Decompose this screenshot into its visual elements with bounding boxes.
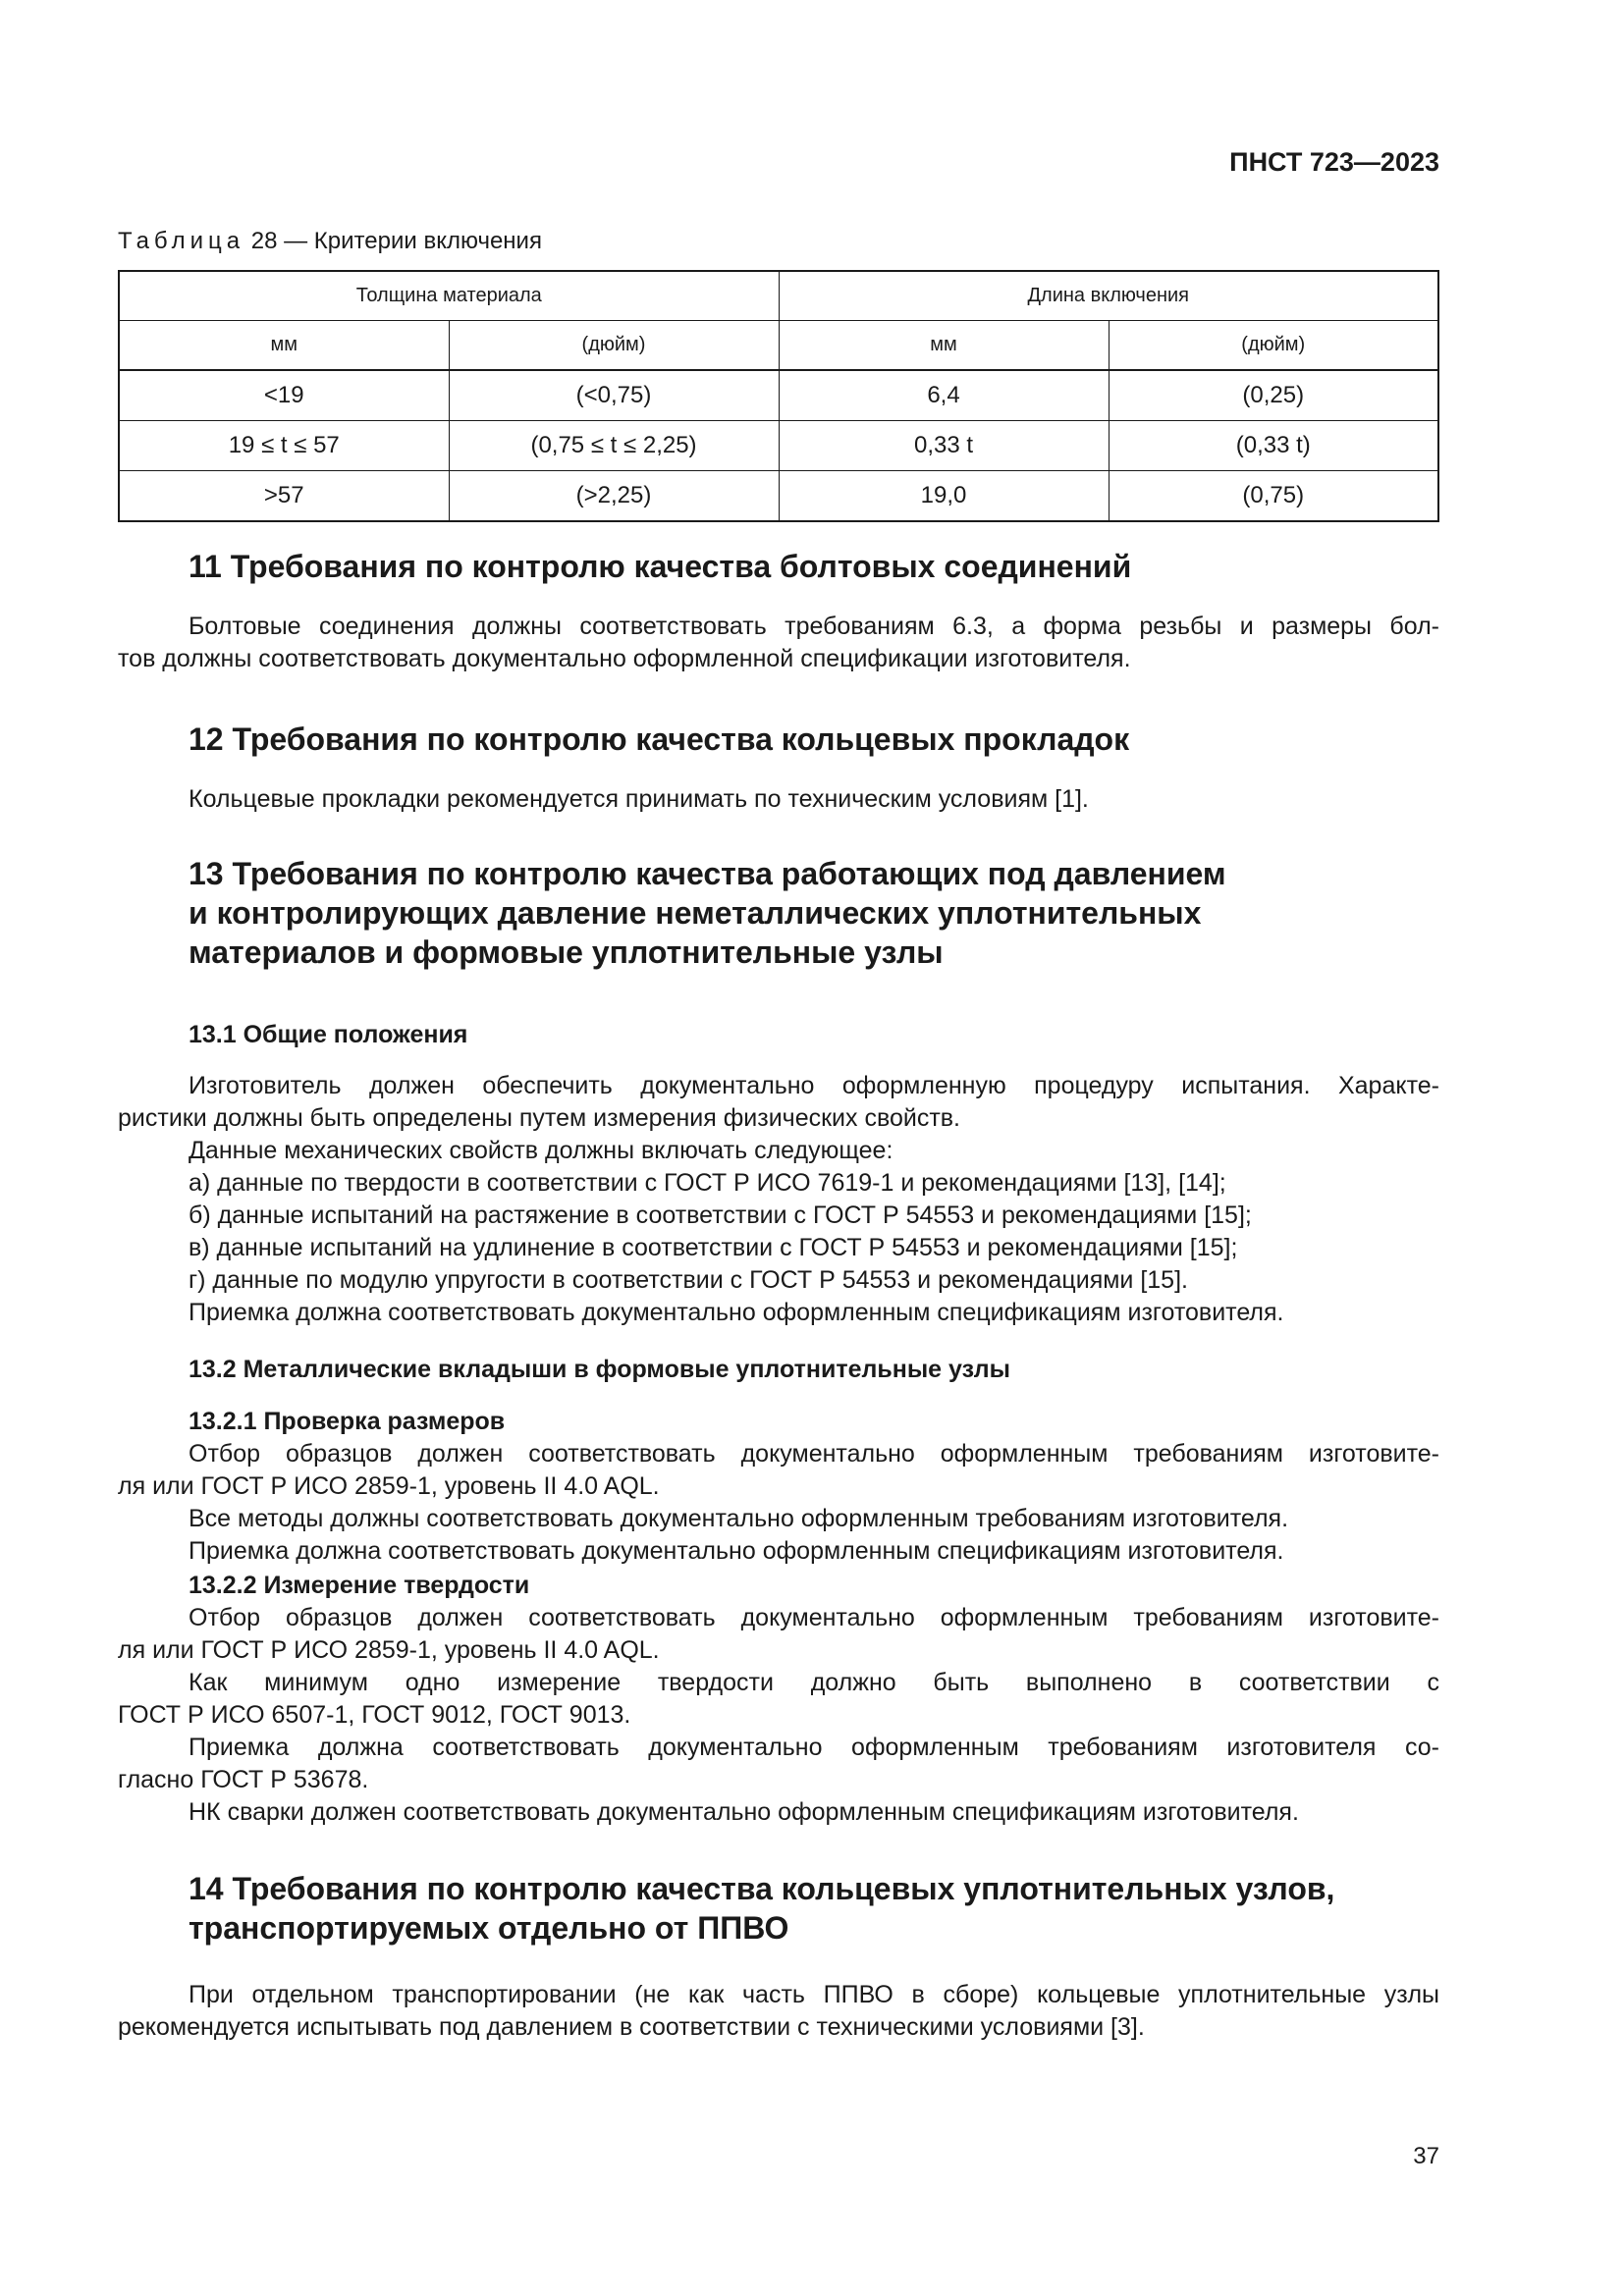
paragraph-line: Отбор образцов должен соответствовать документально оформленным требованиям изготовите-: [189, 1440, 1439, 1468]
header-inclusion-length: Длина включения: [779, 271, 1438, 321]
section-11-text: тов должны соответствовать документально оформленной спецификации изготовителя.: [118, 645, 1131, 672]
inclusion-criteria-table: [118, 270, 1439, 522]
table-cell: 19 ≤ t ≤ 57: [119, 421, 449, 471]
list-item: а) данные по твердости в соответствии с ГОСТ Р ИСО 7619-1 и рекомендациями [13], [14];: [189, 1169, 1226, 1197]
paragraph-line: ля или ГОСТ Р ИСО 2859-1, уровень II 4.0 AQL.: [118, 1636, 660, 1664]
paragraph-line: Данные механических свойств должны включать следующее:: [189, 1137, 893, 1164]
paragraph-line: Приемка должна соответствовать документально оформленным требованиям изготовителя со-: [189, 1734, 1439, 1761]
table-cell: 6,4: [779, 370, 1109, 421]
paragraph-line: Отбор образцов должен соответствовать документально оформленным требованиям изготовите-: [189, 1604, 1439, 1631]
table-cell: (0,75 ≤ t ≤ 2,25): [449, 421, 779, 471]
section-11-title: 11 Требования по контролю качества болтовых соединений: [189, 549, 1132, 584]
list-item: г) данные по модулю упругости в соответствии с ГОСТ Р 54553 и рекомендациями [15].: [189, 1266, 1188, 1294]
subsection-13-2-1-title: 13.2.1 Проверка размеров: [189, 1408, 506, 1435]
table-cell: >57: [119, 471, 449, 522]
paragraph-line: Как минимум одно измерение твердости должно быть выполнено в соответствии с: [189, 1669, 1439, 1696]
document-page: [118, 0, 1439, 2296]
document-code: ПНСТ 723—2023: [1229, 147, 1439, 177]
table-cell: 0,33 t: [779, 421, 1109, 471]
list-item: б) данные испытаний на растяжение в соответствии с ГОСТ Р 54553 и рекомендациями [15];: [189, 1201, 1252, 1229]
table-cell: (<0,75): [449, 370, 779, 421]
header-unit-mm: мм: [779, 321, 1109, 371]
paragraph-line: гласно ГОСТ Р 53678.: [118, 1766, 369, 1793]
table-caption-title: 28 — Критерии включения: [244, 228, 542, 254]
paragraph-line: НК сварки должен соответствовать документально оформленным спецификациям изготовителя.: [189, 1798, 1299, 1826]
subsection-13-2-title: 13.2 Металлические вкладыши в формовые уплотнительные узлы: [189, 1356, 1010, 1383]
section-14-text: рекомендуется испытывать под давлением в соответствии с техническими условиями [3].: [118, 2013, 1145, 2041]
table-cell: (0,75): [1109, 471, 1438, 522]
section-14-text: При отдельном транспортировании (не как часть ППВО в сборе) кольцевые уплотнительные узлы: [189, 1981, 1439, 2008]
table-cell: (0,25): [1109, 370, 1438, 421]
table-cell: (>2,25): [449, 471, 779, 522]
section-12-title: 12 Требования по контролю качества кольцевых прокладок: [189, 721, 1130, 757]
table-cell: 19,0: [779, 471, 1109, 522]
header-material-thickness: Толщина материала: [119, 271, 779, 321]
paragraph-line: Все методы должны соответствовать документально оформленным требованиям изготовителя.: [189, 1505, 1289, 1532]
table-row: [119, 421, 1438, 471]
section-13-title: 13 Требования по контролю качества работающих под давлением и контролирующих давление неметаллических уплотнительных материалов и формовые уплотнительные узлы: [189, 856, 1226, 970]
paragraph-line: Приемка должна соответствовать документально оформленным спецификациям изготовителя.: [189, 1299, 1284, 1326]
list-item: в) данные испытаний на удлинение в соответствии с ГОСТ Р 54553 и рекомендациями [15];: [189, 1234, 1238, 1261]
section-12-text: Кольцевые прокладки рекомендуется принимать по техническим условиям [1].: [189, 785, 1089, 813]
section-11-text: Болтовые соединения должны соответствовать требованиям 6.3, а форма резьбы и размеры бол-: [189, 613, 1439, 640]
header-unit-inch: (дюйм): [449, 321, 779, 371]
page-number: 37: [1413, 2143, 1439, 2169]
table-row: [119, 471, 1438, 522]
section-14-title: 14 Требования по контролю качества кольцевых уплотнительных узлов, транспортируемых отдельно от ППВО: [189, 1871, 1335, 1946]
paragraph-line: Приемка должна соответствовать документально оформленным спецификациям изготовителя.: [189, 1537, 1284, 1565]
paragraph-line: ГОСТ Р ИСО 6507-1, ГОСТ 9012, ГОСТ 9013.: [118, 1701, 631, 1729]
table-caption: [118, 228, 542, 255]
table-cell: (0,33 t): [1109, 421, 1438, 471]
table-row: [119, 370, 1438, 421]
header-unit-inch: (дюйм): [1109, 321, 1438, 371]
subsection-13-1-title: 13.1 Общие положения: [189, 1021, 468, 1048]
table-cell: <19: [119, 370, 449, 421]
paragraph-line: ля или ГОСТ Р ИСО 2859-1, уровень II 4.0 AQL.: [118, 1472, 660, 1500]
header-unit-mm: мм: [119, 321, 449, 371]
table-caption-label: Таблица: [118, 228, 245, 254]
paragraph-line: Изготовитель должен обеспечить документально оформленную процедуру испытания. Характе-: [189, 1072, 1439, 1099]
paragraph-line: ристики должны быть определены путем измерения физических свойств.: [118, 1104, 960, 1132]
subsection-13-2-2-title: 13.2.2 Измерение твердости: [189, 1572, 530, 1599]
